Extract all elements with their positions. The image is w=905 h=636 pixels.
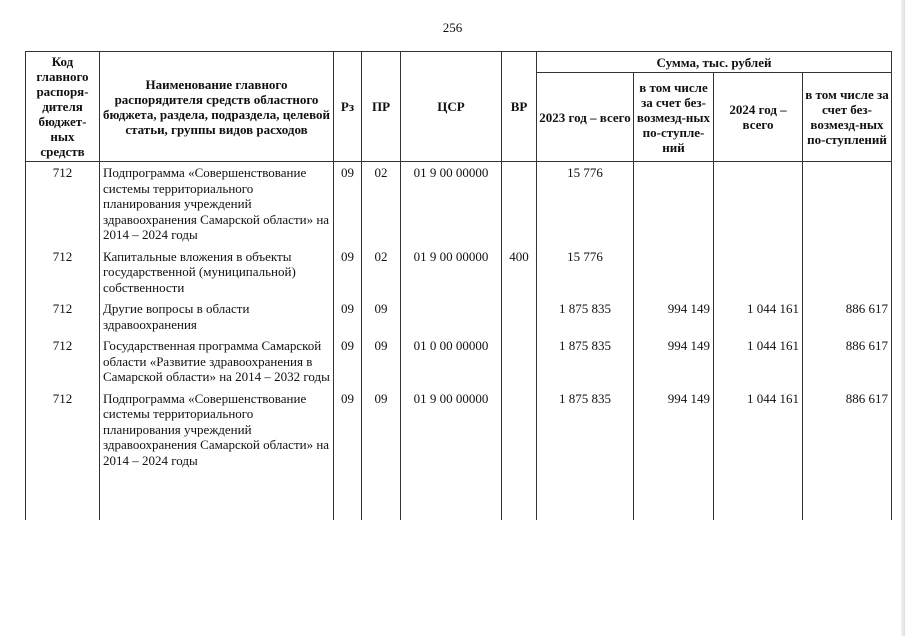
- cell-2023-total: 15 776: [537, 162, 634, 249]
- filler-cell: [334, 474, 362, 520]
- filler-cell: [401, 474, 502, 520]
- cell-2023-grants: 994 149: [634, 301, 714, 338]
- header-pr: ПР: [362, 52, 401, 162]
- table-row: [26, 249, 892, 302]
- table-row: [26, 162, 892, 249]
- cell-2023-grants: 994 149: [634, 338, 714, 391]
- cell-rz: 09: [334, 301, 362, 338]
- table-row: [26, 301, 892, 338]
- budget-table: [25, 51, 892, 520]
- cell-csr: 01 9 00 00000: [401, 249, 502, 302]
- cell-2023-grants: 994 149: [634, 391, 714, 475]
- cell-vr: [502, 162, 537, 249]
- filler-cell: [26, 474, 100, 520]
- table-row: [26, 391, 892, 475]
- cell-rz: 09: [334, 162, 362, 249]
- cell-2024-grants: 886 617: [803, 391, 892, 475]
- cell-name: Государственная программа Самарской области «Развитие здравоохранения в Самарской области» на 2014 – 2032 годы: [100, 338, 334, 391]
- header-2024-grants: в том числе за счет без-возмезд-ных по-ступлений: [803, 73, 892, 162]
- cell-pr: 02: [362, 249, 401, 302]
- cell-2023-total: 1 875 835: [537, 301, 634, 338]
- header-sum-group: Сумма, тыс. рублей: [537, 52, 892, 73]
- cell-2024-total: [714, 249, 803, 302]
- filler-cell: [100, 474, 334, 520]
- cell-2024-grants: 886 617: [803, 338, 892, 391]
- header-rz: Рз: [334, 52, 362, 162]
- header-2024-total: 2024 год – всего: [714, 73, 803, 162]
- cell-2024-total: 1 044 161: [714, 301, 803, 338]
- cell-2023-grants: [634, 249, 714, 302]
- header-vr: ВР: [502, 52, 537, 162]
- page-number: 256: [442, 20, 463, 35]
- table-header: [26, 52, 892, 162]
- cell-vr: [502, 301, 537, 338]
- cell-pr: 02: [362, 162, 401, 249]
- filler-cell: [714, 474, 803, 520]
- filler-cell: [803, 474, 892, 520]
- header-csr: ЦСР: [401, 52, 502, 162]
- filler-cell: [502, 474, 537, 520]
- cell-2023-total: 1 875 835: [537, 338, 634, 391]
- cell-2023-total: 1 875 835: [537, 391, 634, 475]
- cell-rz: 09: [334, 391, 362, 475]
- cell-code: 712: [26, 301, 100, 338]
- cell-2023-grants: [634, 162, 714, 249]
- cell-code: 712: [26, 162, 100, 249]
- cell-rz: 09: [334, 249, 362, 302]
- cell-2024-grants: [803, 162, 892, 249]
- cell-name: Подпрограмма «Совершенствование системы территориального планирования учреждений здравоохранения Самарской области» на 2014 – 2024 годы: [100, 391, 334, 475]
- table-body: [26, 162, 892, 521]
- cell-csr: 01 0 00 00000: [401, 338, 502, 391]
- table-row: [26, 338, 892, 391]
- cell-csr: 01 9 00 00000: [401, 391, 502, 475]
- cell-pr: 09: [362, 391, 401, 475]
- cell-rz: 09: [334, 338, 362, 391]
- cell-2024-total: 1 044 161: [714, 338, 803, 391]
- cell-vr: [502, 391, 537, 475]
- cell-vr: [502, 338, 537, 391]
- filler-cell: [634, 474, 714, 520]
- filler-cell: [362, 474, 401, 520]
- cell-pr: 09: [362, 338, 401, 391]
- cell-2023-total: 15 776: [537, 249, 634, 302]
- cell-name: Другие вопросы в области здравоохранения: [100, 301, 334, 338]
- cell-code: 712: [26, 391, 100, 475]
- cell-code: 712: [26, 338, 100, 391]
- cell-code: 712: [26, 249, 100, 302]
- header-code: Код главного распоря-дителя бюджет-ных средств: [26, 52, 100, 162]
- cell-2024-grants: [803, 249, 892, 302]
- header-2023-grants: в том числе за счет без-возмезд-ных по-ступле-ний: [634, 73, 714, 162]
- cell-csr: 01 9 00 00000: [401, 162, 502, 249]
- cell-2024-grants: 886 617: [803, 301, 892, 338]
- cell-2024-total: 1 044 161: [714, 391, 803, 475]
- header-name: Наименование главного распорядителя средств областного бюджета, раздела, подраздела, целевой статьи, группы видов расходов: [100, 52, 334, 162]
- header-2023-total: 2023 год – всего: [537, 73, 634, 162]
- cell-name: Подпрограмма «Совершенствование системы территориального планирования учреждений здравоохранения Самарской области» на 2014 – 2024 годы: [100, 162, 334, 249]
- table-filler-row: [26, 474, 892, 520]
- cell-name: Капитальные вложения в объекты государственной (муниципальной) собственности: [100, 249, 334, 302]
- cell-2024-total: [714, 162, 803, 249]
- cell-csr: [401, 301, 502, 338]
- filler-cell: [537, 474, 634, 520]
- scan-edge: [901, 0, 905, 636]
- cell-pr: 09: [362, 301, 401, 338]
- cell-vr: 400: [502, 249, 537, 302]
